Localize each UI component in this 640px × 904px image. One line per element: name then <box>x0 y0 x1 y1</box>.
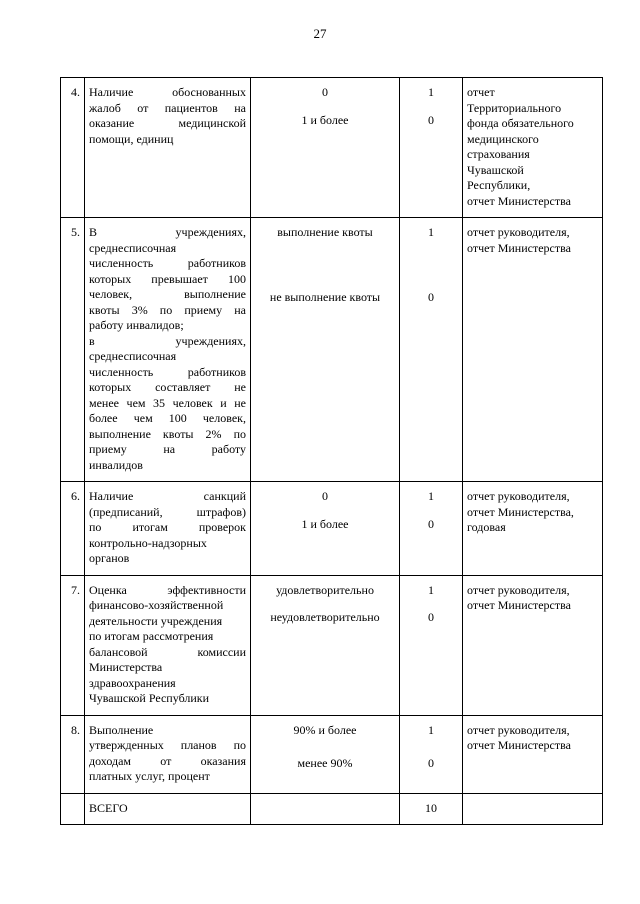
criterion-source: отчет Территориального фонда обязательного медицинского страхования Чувашской Республики, отчет Министерства <box>463 78 603 218</box>
criterion-scores: 1 0 <box>400 78 463 218</box>
criterion-source: отчет руководителя, отчет Министерства <box>463 218 603 482</box>
criterion-values: 0 1 и более <box>251 482 400 576</box>
criterion-name: В учреждениях, среднесписочная численность работников которых превышает 100 человек, выполнение квоты 3% по приему на работу инвалидов; в учреждениях, среднесписочная численность работников которых составляет не менее чем 35 человек и не более чем 100 человек, выполнение квоты 2% по приему на работу инвалидов <box>85 218 251 482</box>
page-number: 27 <box>313 26 327 41</box>
row-number: 5. <box>61 218 85 482</box>
criterion-name: Наличие санкций (предписаний, штрафов) по итогам проверок контрольно-надзорных органов <box>85 482 251 576</box>
total-row <box>61 793 603 825</box>
criterion-values: 90% и более менее 90% <box>251 715 400 793</box>
row-number: 6. <box>61 482 85 576</box>
criterion-values: 0 1 и более <box>251 78 400 218</box>
criterion-scores: 1 0 <box>400 575 463 715</box>
row-number: 7. <box>61 575 85 715</box>
table-row <box>61 482 603 576</box>
total-source-cell <box>463 793 603 825</box>
criterion-scores: 1 0 <box>400 218 463 482</box>
criteria-table <box>60 77 603 825</box>
criterion-name: Оценка эффективности финансово-хозяйственной деятельности учреждения по итогам рассмотрения балансовой комиссии Министерства здравоохранения Чувашской Республики <box>85 575 251 715</box>
row-number: 8. <box>61 715 85 793</box>
criterion-scores: 1 0 <box>400 715 463 793</box>
criterion-name: Наличие обоснованных жалоб от пациентов на оказание медицинской помощи, единиц <box>85 78 251 218</box>
table-row <box>61 715 603 793</box>
criterion-values: выполнение квоты не выполнение квоты <box>251 218 400 482</box>
total-number-cell <box>61 793 85 825</box>
criterion-name: Выполнение утвержденных планов по доходам от оказания платных услуг, процент <box>85 715 251 793</box>
table-row <box>61 218 603 482</box>
criterion-source: отчет руководителя, отчет Министерства <box>463 575 603 715</box>
criterion-source: отчет руководителя, отчет Министерства, годовая <box>463 482 603 576</box>
criterion-source: отчет руководителя, отчет Министерства <box>463 715 603 793</box>
criterion-scores: 1 0 <box>400 482 463 576</box>
row-number: 4. <box>61 78 85 218</box>
table-row <box>61 575 603 715</box>
total-score: 10 <box>400 793 463 825</box>
table-row <box>61 78 603 218</box>
total-values-cell <box>251 793 400 825</box>
criterion-values: удовлетворительно неудовлетворительно <box>251 575 400 715</box>
total-label: ВСЕГО <box>85 793 251 825</box>
